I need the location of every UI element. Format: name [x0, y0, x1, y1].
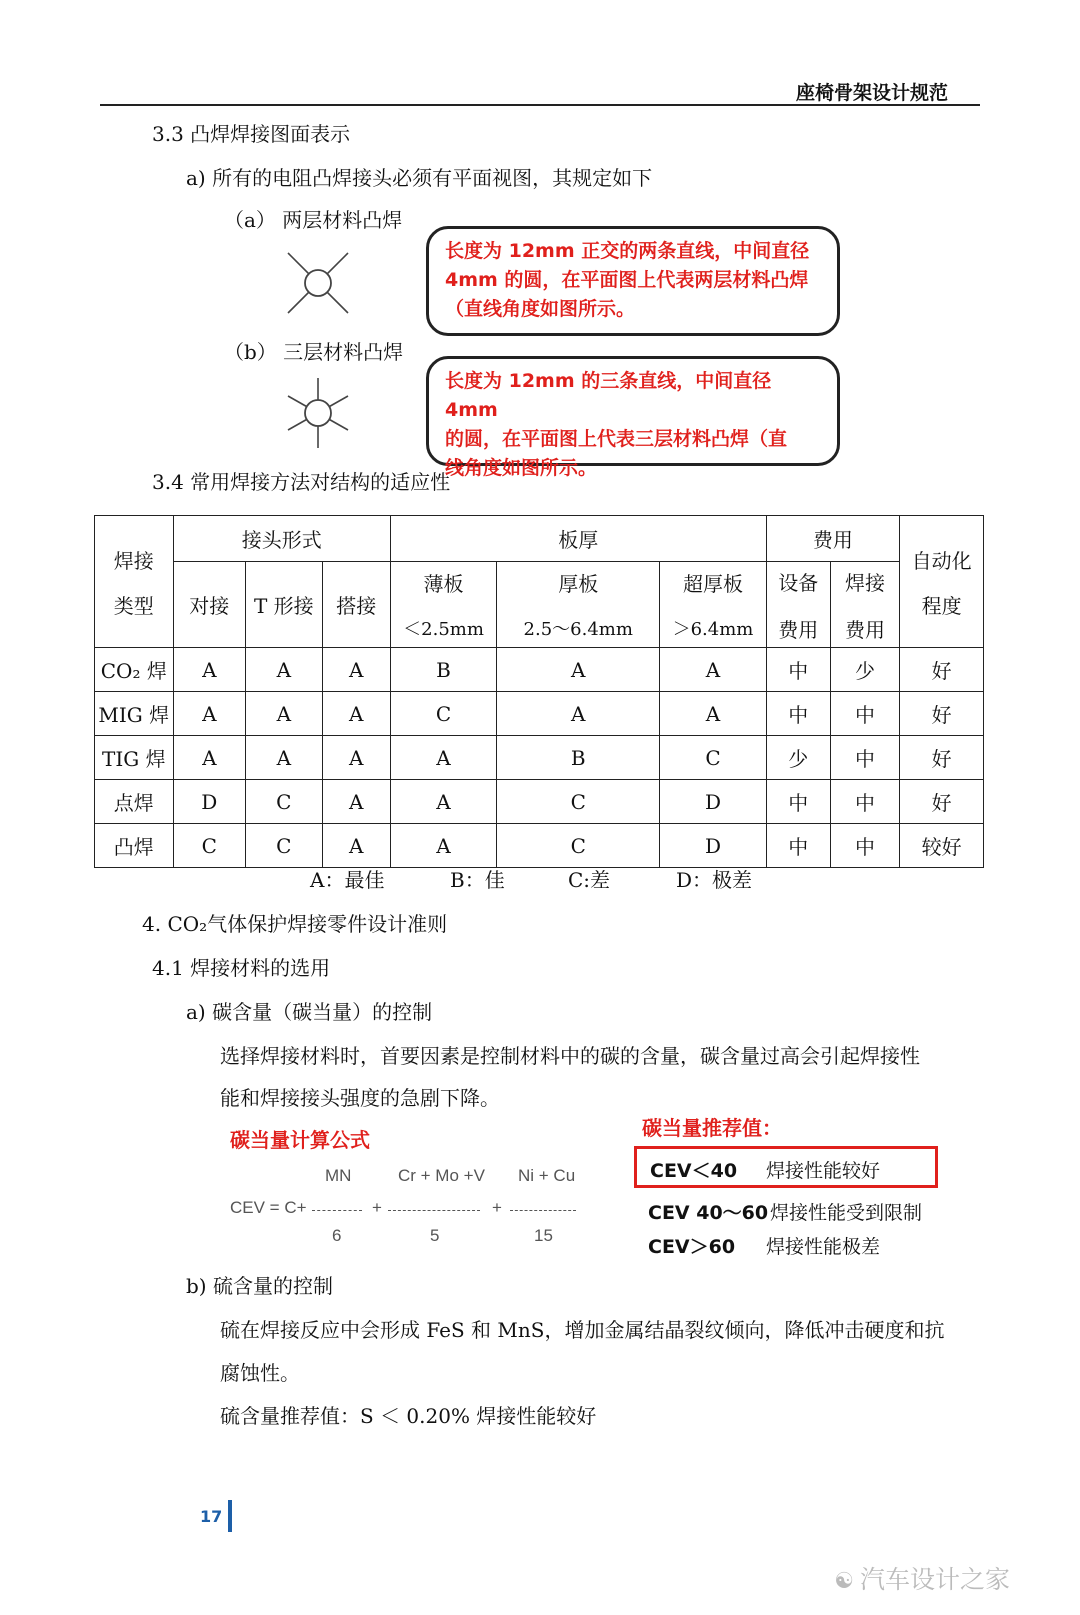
cev-row-3-key: CEV＞60	[648, 1236, 736, 1258]
fraction-bar-3	[510, 1210, 576, 1211]
callout-a-line-3: （直线角度如图所示。	[445, 298, 636, 320]
cell: D	[173, 780, 245, 824]
section-4-1-heading: 4.1 焊接材料的选用	[152, 956, 331, 980]
carbon-paragraph-line-2: 能和焊接接头强度的急剧下降。	[220, 1086, 500, 1110]
cell: B	[497, 736, 660, 780]
cell: A	[322, 824, 390, 868]
legend-c: C:差	[568, 868, 611, 892]
header-weld-type	[95, 516, 174, 648]
cell: D	[660, 824, 766, 868]
formula-numerator-2: Cr + Mo +V	[398, 1166, 485, 1185]
cell: A	[246, 648, 323, 692]
header-weldcost-line-1: 焊接	[845, 570, 886, 595]
cell: MIG 焊	[95, 692, 174, 736]
header-equip-cost	[766, 562, 830, 648]
cell: D	[660, 780, 766, 824]
legend-d: D：极差	[676, 868, 753, 892]
cev-row-2-key: CEV 40～60	[648, 1202, 769, 1224]
cell: A	[390, 780, 496, 824]
page-number-bar	[228, 1500, 232, 1532]
cell: A	[497, 648, 660, 692]
cell: 中	[830, 692, 899, 736]
sub-b-label: （b） 三层材料凸焊	[224, 340, 404, 364]
cell: A	[322, 692, 390, 736]
header-ultra-line-2: ＞6.4mm	[672, 619, 754, 640]
header-equip-line-1: 设备	[778, 570, 819, 595]
cell: 好	[900, 692, 984, 736]
sulfur-paragraph-line-2: 腐蚀性。	[220, 1361, 300, 1385]
callout-a-line-2: 4mm 的圆，在平面图上代表两层材料凸焊	[445, 269, 809, 291]
cell: C	[660, 736, 766, 780]
cell: 凸焊	[95, 824, 174, 868]
section-3-4-heading: 3.4 常用焊接方法对结构的适应性	[152, 470, 451, 494]
header-thin-line-1: 薄板	[423, 572, 464, 596]
wechat-icon: ☯	[834, 1569, 854, 1594]
table-row	[95, 692, 984, 736]
callout-two-layer	[426, 226, 840, 336]
table-row	[95, 736, 984, 780]
callout-b-line-3: 线角度如图所示。	[445, 457, 598, 479]
cell: 中	[830, 780, 899, 824]
header-plate-thickness: 板厚	[390, 516, 766, 562]
cell: A	[660, 692, 766, 736]
header-cost: 费用	[766, 516, 900, 562]
formula-title: 碳当量计算公式	[230, 1128, 370, 1152]
formula-denominator-2: 5	[430, 1226, 440, 1245]
cell: A	[246, 692, 323, 736]
cell: A	[322, 648, 390, 692]
cell: 中	[830, 736, 899, 780]
cell: 中	[830, 824, 899, 868]
formula-denominator-1: 6	[332, 1226, 342, 1245]
formula-numerator-1: MN	[325, 1166, 352, 1185]
header-weld-type-line-1: 焊接	[113, 548, 154, 573]
cell: 较好	[900, 824, 984, 868]
formula-plus-2: +	[492, 1198, 502, 1217]
callout-a-line-1: 长度为 12mm 正交的两条直线，中间直径	[445, 240, 810, 262]
item-a-text: a) 所有的电阻凸焊接头必须有平面视图，其规定如下	[186, 166, 653, 190]
watermark	[834, 1560, 1010, 1596]
cell: A	[322, 780, 390, 824]
cell: 好	[900, 648, 984, 692]
header-weld-cost	[830, 562, 899, 648]
cev-row-2-value: 焊接性能受到限制	[770, 1202, 923, 1224]
header-joint-form: 接头形式	[173, 516, 390, 562]
cell: C	[246, 824, 323, 868]
header-thick-line-2: 2.5～6.4mm	[523, 619, 633, 640]
document-header-title: 座椅骨架设计规范	[795, 82, 948, 104]
cell: CO₂ 焊	[95, 648, 174, 692]
welding-method-table	[94, 515, 984, 868]
three-layer-weld-symbol	[283, 376, 353, 450]
cell: C	[497, 824, 660, 868]
formula-numerator-3: Ni + Cu	[518, 1166, 576, 1185]
cell: A	[173, 648, 245, 692]
header-equip-line-2: 费用	[778, 617, 819, 642]
cell: B	[390, 648, 496, 692]
header-thin	[390, 562, 496, 648]
cev-row-3-value: 焊接性能极差	[766, 1236, 881, 1258]
sulfur-control-heading: b) 硫含量的控制	[186, 1274, 333, 1298]
section-3-3-heading: 3.3 凸焊焊接图面表示	[152, 122, 351, 146]
table-row	[95, 780, 984, 824]
header-ultra-line-1: 超厚板	[682, 572, 743, 596]
cell: TIG 焊	[95, 736, 174, 780]
cell: 好	[900, 780, 984, 824]
cell: A	[390, 736, 496, 780]
formula-lhs: CEV = C+	[230, 1198, 307, 1217]
header-weld-type-line-2: 类型	[113, 593, 154, 618]
cell: A	[497, 692, 660, 736]
cev-row-1-key: CEV＜40	[650, 1160, 738, 1182]
sulfur-paragraph-line-1: 硫在焊接反应中会形成 FeS 和 MnS，增加金属结晶裂纹倾向，降低冲击硬度和抗	[220, 1318, 945, 1342]
cell: 中	[766, 692, 830, 736]
legend-b: B：佳	[450, 868, 505, 892]
carbon-control-heading: a) 碳含量（碳当量）的控制	[186, 1000, 433, 1024]
header-butt: 对接	[173, 562, 245, 648]
cell: C	[246, 780, 323, 824]
cell: A	[322, 736, 390, 780]
cell: 中	[766, 780, 830, 824]
formula-denominator-3: 15	[534, 1226, 553, 1245]
header-weldcost-line-2: 费用	[845, 617, 886, 642]
header-ultra	[660, 562, 766, 648]
sulfur-recommendation: 硫含量推荐值：S ＜ 0.20% 焊接性能较好	[220, 1404, 597, 1428]
cell: A	[390, 824, 496, 868]
recommend-title: 碳当量推荐值：	[642, 1116, 782, 1140]
section-4-heading: 4. CO₂气体保护焊接零件设计准则	[142, 912, 448, 936]
two-layer-weld-symbol	[283, 248, 353, 318]
cell: C	[497, 780, 660, 824]
header-thick-line-1: 厚板	[558, 572, 599, 596]
cell: A	[173, 692, 245, 736]
cell: 中	[766, 648, 830, 692]
cell: 中	[766, 824, 830, 868]
fraction-bar-1	[312, 1210, 362, 1211]
sub-a-label: （a） 两层材料凸焊	[224, 208, 403, 232]
cell: 点焊	[95, 780, 174, 824]
formula-plus-1: +	[372, 1198, 382, 1217]
table-row	[95, 648, 984, 692]
header-thick	[497, 562, 660, 648]
cell: 少	[830, 648, 899, 692]
header-lap: 搭接	[322, 562, 390, 648]
callout-three-layer	[426, 356, 840, 479]
watermark-text: 汽车设计之家	[859, 1565, 1010, 1594]
callout-b-line-2: 的圆，在平面图上代表三层材料凸焊（直	[445, 428, 788, 450]
callout-b-line-1: 长度为 12mm 的三条直线，中间直径 4mm	[445, 370, 772, 421]
legend-a: A：最佳	[310, 868, 385, 892]
cell: A	[660, 648, 766, 692]
header-rule	[100, 104, 980, 106]
cell: A	[246, 736, 323, 780]
cell: A	[173, 736, 245, 780]
header-automation	[900, 516, 984, 648]
cell: C	[173, 824, 245, 868]
header-thin-line-2: ＜2.5mm	[403, 619, 484, 640]
header-tee: T 形接	[246, 562, 323, 648]
cell: 少	[766, 736, 830, 780]
carbon-paragraph-line-1: 选择焊接材料时，首要因素是控制材料中的碳的含量，碳含量过高会引起焊接性	[220, 1044, 920, 1068]
cell: 好	[900, 736, 984, 780]
table-row	[95, 824, 984, 868]
cev-row-1-value: 焊接性能较好	[766, 1160, 881, 1182]
fraction-bar-2	[388, 1210, 480, 1211]
page-number: 17	[200, 1507, 223, 1526]
cell: C	[390, 692, 496, 736]
header-automation-line-2: 程度	[921, 593, 962, 618]
header-automation-line-1: 自动化	[911, 548, 972, 573]
